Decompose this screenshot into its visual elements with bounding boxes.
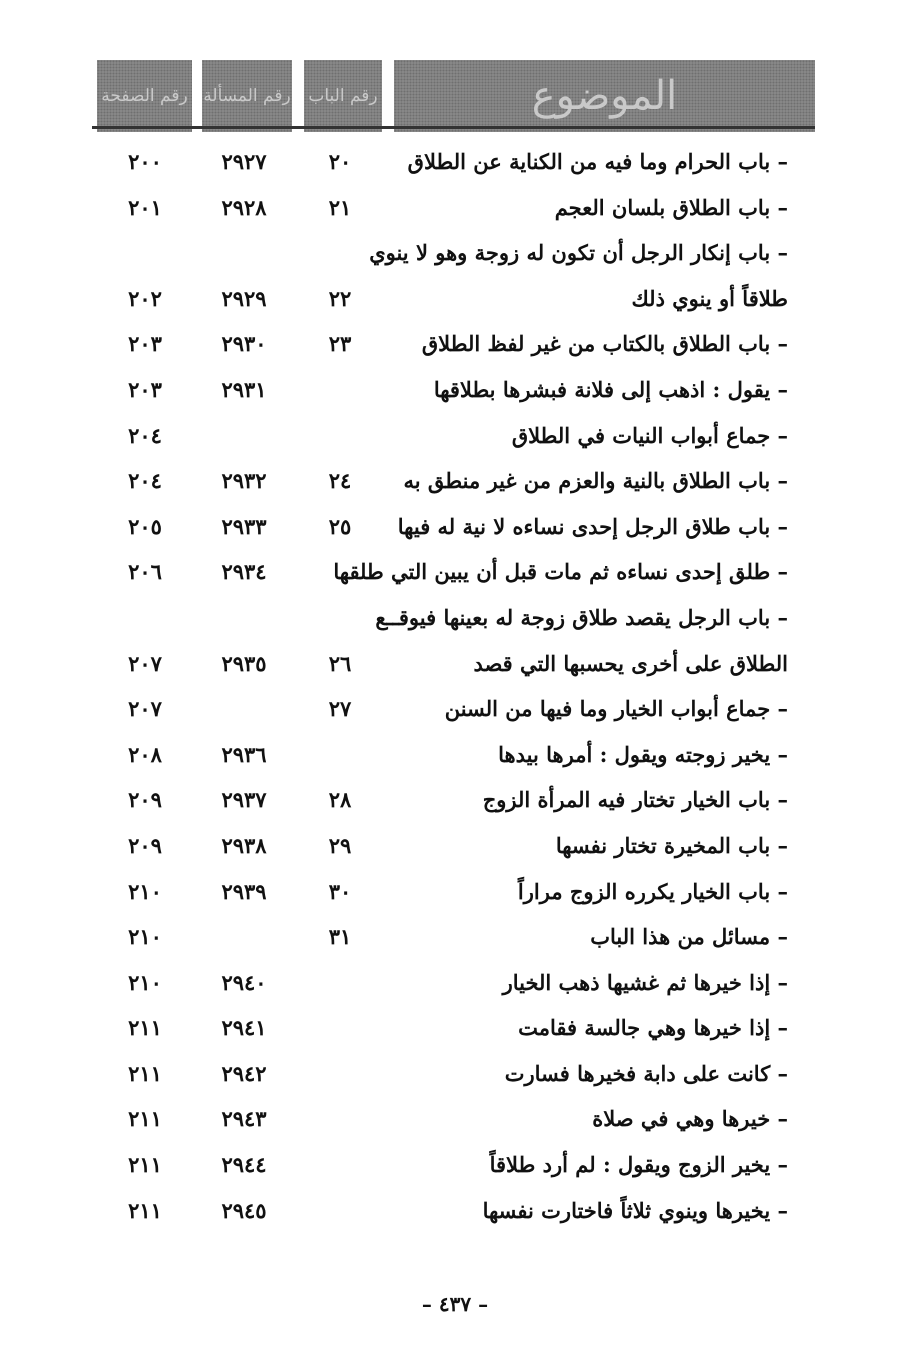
header-rule: [92, 126, 815, 129]
row-chapter-no: ٢١: [328, 194, 352, 220]
table-row: [0, 1051, 910, 1097]
header-topic-label: الموضوع: [531, 73, 678, 119]
table-body: [0, 139, 910, 1233]
row-chapter-no: [300, 1005, 380, 1051]
row-issue-no: ٢٩٤١: [221, 1015, 267, 1041]
row-issue-no: ٢٩٣١: [221, 376, 267, 402]
row-chapter-no: ٣١: [328, 924, 352, 950]
table-row: [0, 139, 910, 185]
table-row: [0, 321, 910, 367]
table-row: [0, 504, 910, 550]
row-issue-no: ٢٩٣٧: [221, 787, 267, 813]
row-page-no: ٢٠٧: [128, 696, 162, 722]
table-row: [0, 276, 910, 322]
row-page-no: ٢١١: [128, 1106, 162, 1132]
row-topic: طلاقاً أو ينوي ذلك: [631, 285, 788, 311]
row-page-no: ٢٠٤: [128, 468, 162, 494]
header-topic: [394, 60, 815, 132]
row-topic: – إذا خيرها ثم غشيها ذهب الخيار: [502, 969, 788, 995]
row-issue-no: ٢٩٣٨: [221, 832, 267, 858]
row-topic: – باب الرجل يقصد طلاق زوجة له بعينها فيوقــع: [375, 604, 788, 630]
row-page-no: ٢٠٣: [128, 376, 162, 402]
row-page-no: ٢١١: [128, 1197, 162, 1223]
row-page-no: ٢٠٩: [128, 832, 162, 858]
header-page-no: [97, 60, 192, 132]
row-chapter-no: ٢٢: [328, 285, 352, 311]
row-page-no: [95, 595, 195, 641]
row-page-no: ٢٠٧: [128, 650, 162, 676]
row-chapter-no: ٢٩: [328, 832, 352, 858]
row-topic: – باب الخيار تختار فيه المرأة الزوج: [482, 787, 788, 813]
table-header: [92, 60, 815, 132]
row-issue-no: [196, 686, 292, 732]
table-row: [0, 230, 910, 276]
row-chapter-no: [300, 595, 380, 641]
row-issue-no: [196, 413, 292, 459]
table-row: [0, 823, 910, 869]
row-page-no: ٢١٠: [128, 878, 162, 904]
row-page-no: ٢٠١: [128, 194, 162, 220]
row-issue-no: [196, 595, 292, 641]
row-topic: – باب المخيرة تختار نفسها: [555, 832, 788, 858]
row-chapter-no: [300, 230, 380, 276]
row-page-no: ٢٠٤: [128, 422, 162, 448]
header-issue-label: رقم المسألة: [203, 86, 291, 106]
row-issue-no: ٢٩٢٧: [221, 149, 267, 174]
row-issue-no: ٢٩٢٩: [221, 285, 267, 311]
table-row: [0, 1142, 910, 1188]
row-topic: – طلق إحدى نساءه ثم مات قبل أن يبين التي طلقها: [333, 559, 788, 585]
row-topic: – باب الخيار يكرره الزوج مراراً: [517, 878, 788, 904]
row-page-no: ٢١٠: [128, 969, 162, 995]
row-page-no: ٢١٠: [128, 924, 162, 950]
row-chapter-no: [300, 1142, 380, 1188]
table-row: [0, 732, 910, 778]
row-topic: – باب الطلاق بلسان العجم: [554, 194, 788, 220]
table-row: [0, 960, 910, 1006]
row-chapter-no: ٢٤: [328, 468, 352, 494]
row-topic: – يخيرها وينوي ثلاثاً فاختارت نفسها: [482, 1197, 788, 1223]
page-number: – ٤٣٧ –: [421, 1292, 489, 1316]
table-row: [0, 1096, 910, 1142]
row-issue-no: [196, 914, 292, 960]
row-topic: – باب إنكار الرجل أن تكون له زوجة وهو لا ينوي: [369, 240, 788, 266]
row-issue-no: ٢٩٢٨: [221, 194, 267, 220]
table-row: [0, 1005, 910, 1051]
row-page-no: ٢٠٨: [128, 741, 162, 767]
row-issue-no: ٢٩٣٩: [221, 878, 267, 904]
row-page-no: ٢٠٩: [128, 787, 162, 813]
row-topic: – كانت على دابة فخيرها فسارت: [504, 1060, 788, 1086]
row-chapter-no: [300, 960, 380, 1006]
row-issue-no: ٢٩٤٠: [221, 969, 267, 995]
row-issue-no: ٢٩٣٥: [221, 650, 267, 676]
row-page-no: ٢٠٣: [128, 331, 162, 357]
header-chapter-label: رقم الباب: [308, 86, 378, 106]
header-issue-no: [202, 60, 292, 132]
row-topic: الطلاق على أخرى يحسبها التي قصد: [473, 650, 788, 676]
row-chapter-no: ٢٨: [328, 787, 352, 813]
row-page-no: ٢١١: [128, 1015, 162, 1041]
row-chapter-no: [300, 1188, 380, 1234]
table-row: [0, 869, 910, 915]
row-page-no: [95, 230, 195, 276]
row-page-no: ٢٠٠: [128, 149, 162, 174]
row-issue-no: ٢٩٣٠: [221, 331, 267, 357]
row-page-no: ٢٠٦: [128, 559, 162, 585]
table-row: [0, 1188, 910, 1234]
row-issue-no: ٢٩٣٤: [221, 559, 267, 585]
table-row: [0, 549, 910, 595]
row-chapter-no: [300, 1096, 380, 1142]
row-page-no: ٢١١: [128, 1152, 162, 1178]
table-row: [0, 367, 910, 413]
row-chapter-no: ٣٠: [328, 878, 352, 904]
row-issue-no: ٢٩٤٥: [221, 1197, 267, 1223]
row-chapter-no: [300, 367, 380, 413]
row-topic: – باب الطلاق بالكتاب من غير لفظ الطلاق: [421, 331, 788, 357]
header-chapter-no: [304, 60, 382, 132]
row-issue-no: ٢٩٣٢: [221, 468, 267, 494]
row-topic: – جماع أبواب الخيار وما فيها من السنن: [444, 696, 788, 722]
table-row: [0, 686, 910, 732]
row-topic: – جماع أبواب النيات في الطلاق: [511, 422, 788, 448]
row-topic: – خيرها وهي في صلاة: [592, 1106, 788, 1132]
row-topic: – باب الحرام وما فيه من الكناية عن الطلاق: [407, 149, 788, 174]
row-topic: – باب الطلاق بالنية والعزم من غير منطق به: [403, 468, 788, 494]
row-issue-no: ٢٩٤٤: [221, 1152, 267, 1178]
table-row: [0, 595, 910, 641]
row-chapter-no: [300, 549, 380, 595]
row-page-no: ٢٠٥: [128, 513, 162, 539]
table-row: [0, 914, 910, 960]
row-chapter-no: ٢٦: [328, 650, 352, 676]
row-issue-no: ٢٩٤٣: [221, 1106, 267, 1132]
row-page-no: ٢٠٢: [128, 285, 162, 311]
row-issue-no: ٢٩٣٣: [221, 513, 267, 539]
row-topic: – باب طلاق الرجل إحدى نساءه لا نية له فيها: [397, 513, 788, 539]
row-chapter-no: ٢٥: [328, 513, 352, 539]
header-page-label: رقم الصفحة: [101, 86, 188, 106]
row-chapter-no: [300, 732, 380, 778]
row-topic: – مسائل من هذا الباب: [590, 924, 788, 950]
table-row: [0, 185, 910, 231]
table-row: [0, 458, 910, 504]
row-topic: – إذا خيرها وهي جالسة فقامت: [518, 1015, 788, 1041]
row-page-no: ٢١١: [128, 1060, 162, 1086]
row-topic: – يقول : اذهب إلى فلانة فبشرها بطلاقها: [433, 376, 788, 402]
row-chapter-no: [300, 1051, 380, 1097]
row-issue-no: [196, 230, 292, 276]
row-issue-no: ٢٩٣٦: [221, 741, 267, 767]
row-issue-no: ٢٩٤٢: [221, 1060, 267, 1086]
row-chapter-no: ٢٠: [328, 149, 352, 174]
row-chapter-no: ٢٧: [328, 696, 352, 722]
row-chapter-no: [300, 413, 380, 459]
table-row: [0, 777, 910, 823]
row-topic: – يخير زوجته ويقول : أمرها بيدها: [498, 741, 788, 767]
row-topic: – يخير الزوج ويقول : لم أرد طلاقاً: [489, 1152, 788, 1178]
table-row: [0, 413, 910, 459]
table-row: [0, 641, 910, 687]
row-chapter-no: ٢٣: [328, 331, 352, 357]
